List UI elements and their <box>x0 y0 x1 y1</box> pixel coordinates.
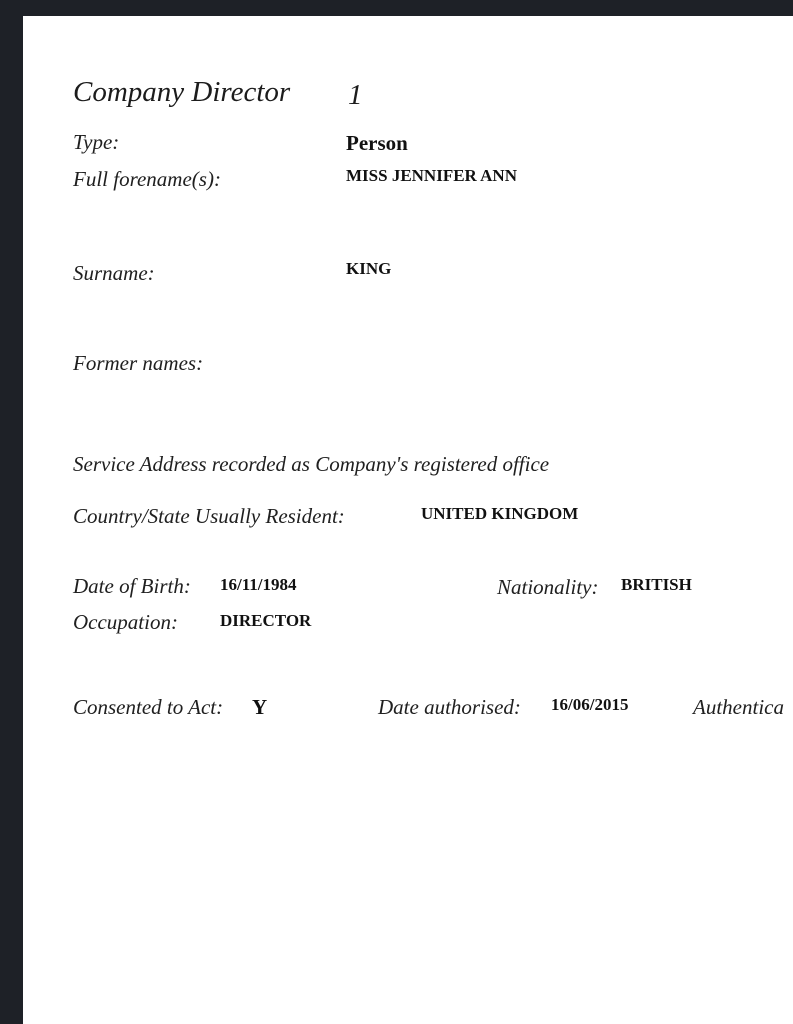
type-value: Person <box>346 131 408 155</box>
forenames-value: MISS JENNIFER ANN <box>346 166 517 185</box>
country-label: Country/State Usually Resident: <box>73 504 345 528</box>
authenticated-label: Authentica <box>693 695 784 719</box>
nationality-value: BRITISH <box>621 575 692 594</box>
date-authorised-value: 16/06/2015 <box>551 695 629 714</box>
dob-label: Date of Birth: <box>73 574 191 598</box>
occupation-label: Occupation: <box>73 610 178 634</box>
occupation-value: DIRECTOR <box>220 611 312 630</box>
dob-value: 16/11/1984 <box>220 575 297 594</box>
section-heading: Company Director <box>73 76 291 108</box>
surname-label: Surname: <box>73 261 155 285</box>
service-address-note: Service Address recorded as Company's registered office <box>73 452 550 476</box>
document-page <box>23 16 793 1024</box>
date-authorised-label: Date authorised: <box>378 695 521 719</box>
surname-value: KING <box>346 259 392 278</box>
director-number: 1 <box>348 79 363 111</box>
forenames-label: Full forename(s): <box>73 167 221 191</box>
nationality-label: Nationality: <box>497 575 599 599</box>
former-names-label: Former names: <box>73 351 204 375</box>
consented-value: Y <box>252 695 268 719</box>
type-label: Type: <box>73 130 120 154</box>
consented-label: Consented to Act: <box>73 695 224 719</box>
country-value: UNITED KINGDOM <box>421 504 579 523</box>
